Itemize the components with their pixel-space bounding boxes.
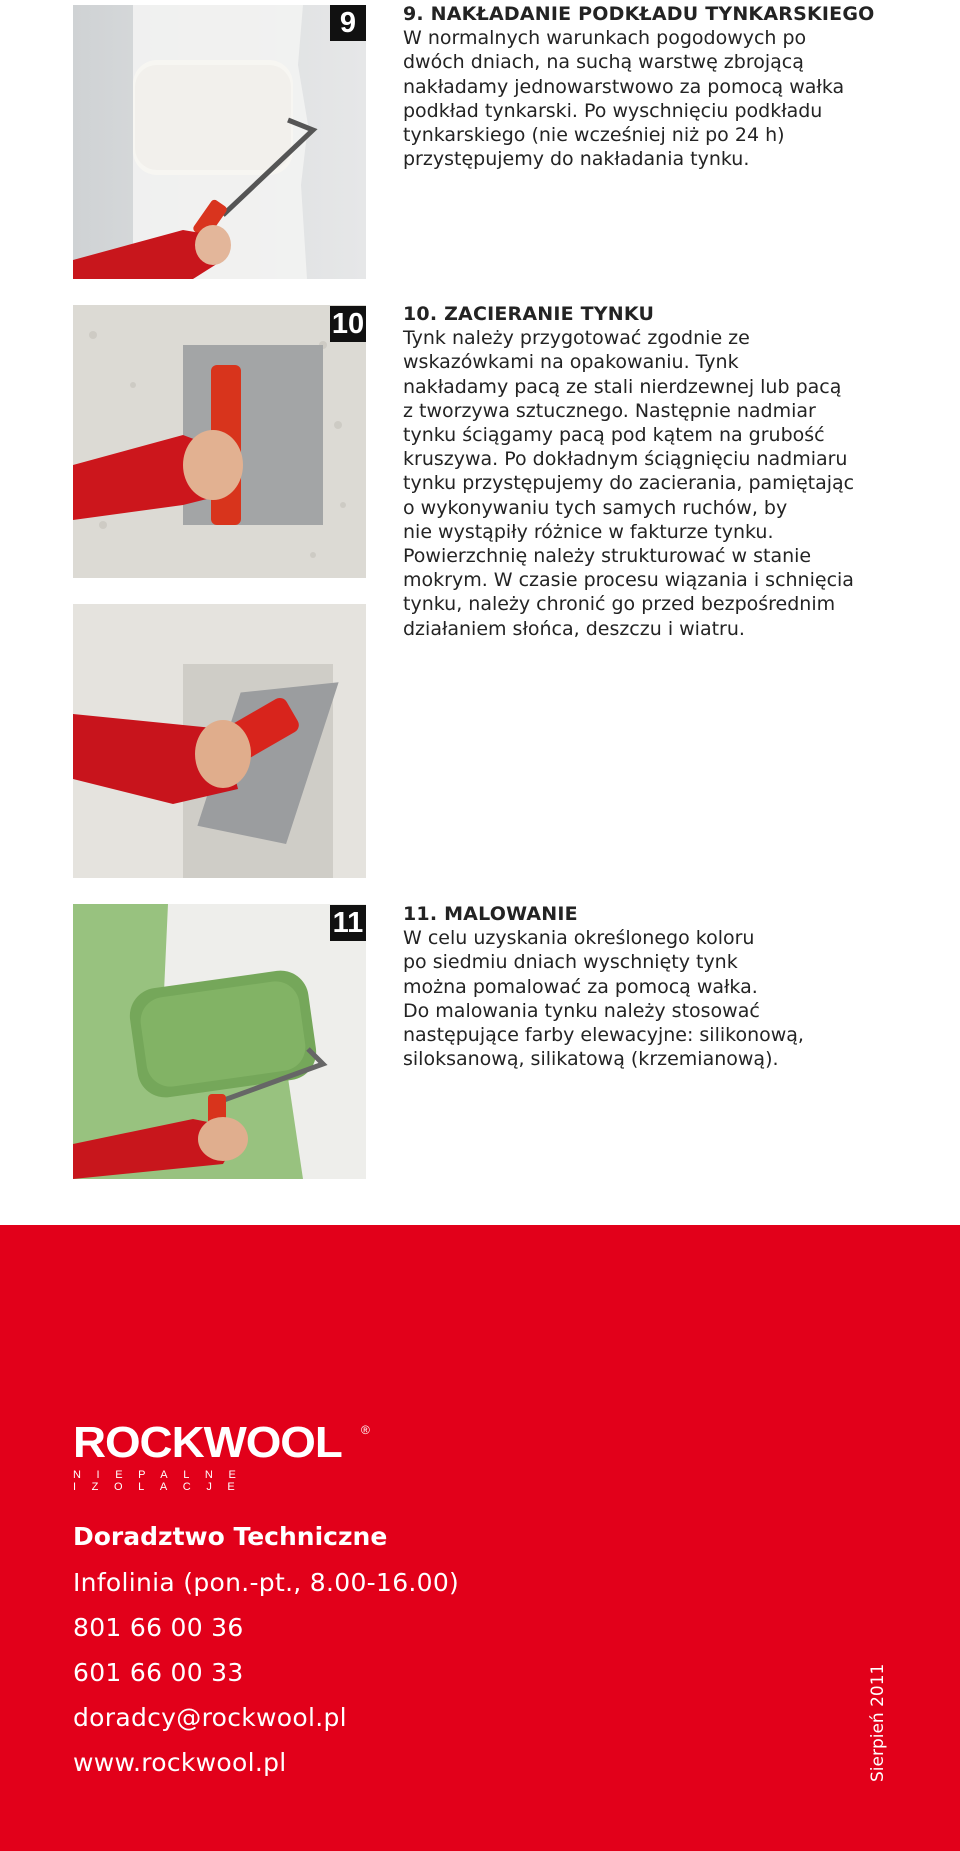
step-body: W normalnych warunkach pogodowych po dwóch dniach, na suchą warstwę zbrojącą nakładamy jednowarstwowo za pomocą wałka podkład tynkarski. Po wyschnięciu podkładu tynkarskiego (nie wcześniej niż po 24 h) przystępujemy do nakładania tynku. [403, 27, 845, 171]
step-body: Tynk należy przygotować zgodnie ze wskazówkami na opakowaniu. Tynk nakładamy pacą ze stali nierdzewnej lub pacą z tworzywa sztucznego. Następnie nadmiar tynku ściągamy pacą pod kątem na grubość kruszywa. Po dokładnym ściągnięciu nadmiaru tynku przystępujemy do zacierania, pamiętając o wykonywaniu tych samych ruchów, by nie wystąpiły różnice w fakturze tynku. Powierzchnię należy strukturować w stanie mokrym. W czasie procesu wiązania i schnięcia tynku, należy chronić go przed bezpośrednim działaniem słońca, deszczu i wiatru. [403, 327, 855, 640]
photo-trowel-plaster-2 [73, 604, 366, 878]
photo-trowel-plaster-1 [73, 305, 366, 578]
website-link[interactable]: www.rockwool.pl [73, 1748, 287, 1777]
email-link[interactable]: doradcy@rockwool.pl [73, 1703, 347, 1732]
step-number-badge: 10 [331, 308, 365, 340]
photo-roller-paint-green [73, 904, 366, 1179]
step-title: 11. MALOWANIE [403, 903, 578, 925]
registered-mark: ® [361, 1423, 370, 1437]
contact-block [73, 1523, 459, 1794]
step-9-text [403, 2, 923, 171]
step-title: 9. NAKŁADANIE PODKŁADU TYNKARSKIEGO [403, 3, 875, 25]
step-body: W celu uzyskania określonego koloru po siedmiu dniach wyschnięty tynk można pomalować za pomocą wałka. Do malowania tynku należy stosować następujące farby elewacyjne: silikonową, siloksanową, silikatową (krzemianową). [403, 927, 804, 1071]
rockwool-logo [73, 1418, 373, 1493]
phone-number-2[interactable]: 601 66 00 33 [73, 1658, 244, 1687]
photo-roller-primer [73, 5, 366, 279]
step-11-text [403, 902, 923, 1071]
step-number-badge: 11 [330, 905, 366, 941]
publication-date: Sierpień 2011 [868, 1663, 888, 1782]
footer [0, 1225, 960, 1851]
step-title: 10. ZACIERANIE TYNKU [403, 303, 655, 325]
logo-tagline: NIEPALNE IZOLACJE [73, 1469, 252, 1493]
hotline-hours: Infolinia (pon.-pt., 8.00-16.00) [73, 1568, 460, 1597]
step-number-badge: 9 [330, 5, 366, 41]
step-10-text [403, 302, 923, 641]
contact-title: Doradztwo Techniczne [73, 1522, 388, 1551]
logo-wordmark: ROCKWOOL [73, 1418, 342, 1467]
phone-number-1[interactable]: 801 66 00 36 [73, 1613, 244, 1642]
